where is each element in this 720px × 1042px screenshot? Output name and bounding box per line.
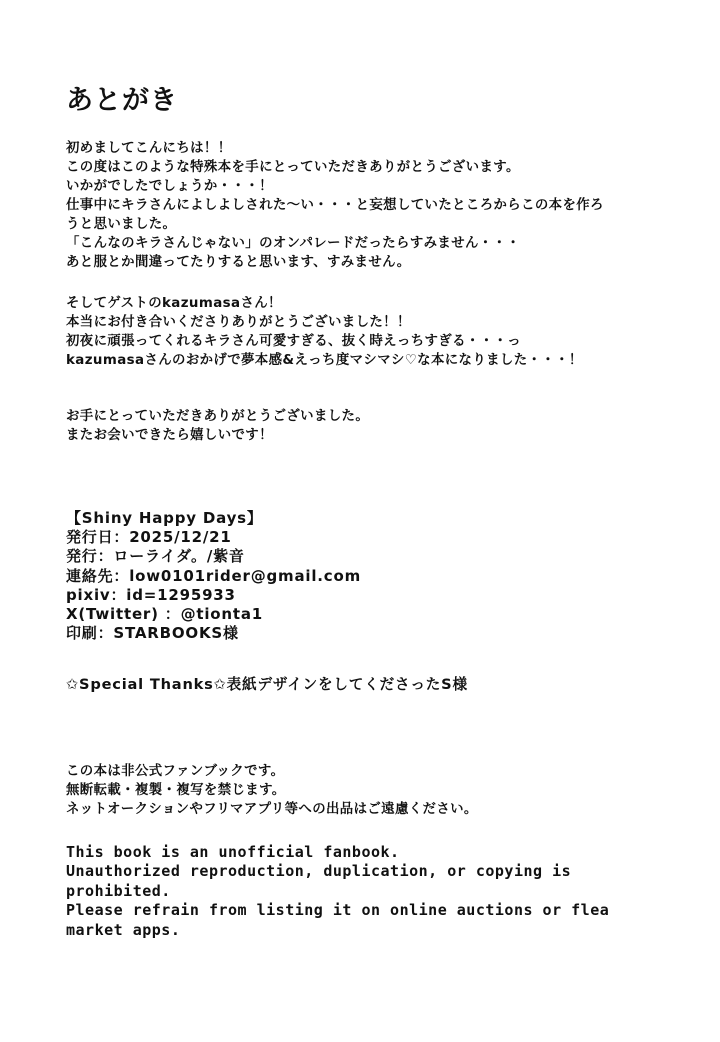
colophon-twitter: X(Twitter) ：@tionta1 (66, 605, 264, 624)
notice-japanese (66, 762, 478, 819)
special-thanks-line: ✩Special Thanks✩表紙デザインをしてくださったS様 (66, 676, 468, 693)
intro-line: この度はこのような特殊本を手にとっていただきありがとうございます。 (66, 160, 520, 175)
colophon-publisher: 発行：ローライダ。/紫音 (66, 547, 245, 566)
intro-line: いかがでしたでしょうか・・・！ (66, 179, 273, 194)
notice-en-line: prohibited. (66, 881, 171, 900)
intro-line: 「こんなのキラさんじゃない」のオンパレードだったらすみません・・・ (66, 236, 521, 251)
guest-line: 初夜に頑張ってくれるキラさん可愛すぎる、抜く時えっちすぎる・・・っ (66, 334, 522, 349)
closing-line: お手にとっていただきありがとうございました。 (66, 409, 370, 424)
closing-line: またお会いできたら嬉しいです！ (66, 428, 273, 443)
guest-paragraph (66, 294, 583, 370)
colophon-contact: 連絡先：low0101rider@gmail.com (66, 566, 361, 585)
colophon-publish-date: 発行日：2025/12/21 (66, 528, 232, 547)
notice-en-line: market apps. (66, 920, 181, 939)
notice-en-line: Unauthorized reproduction, duplication, or copying is (66, 862, 572, 881)
intro-line: うと思いました。 (66, 217, 177, 232)
guest-line: そしてゲストのkazumasaさん！ (66, 296, 282, 311)
guest-line: 本当にお付き合いくださりありがとうございました！！ (66, 315, 411, 330)
special-thanks (66, 675, 468, 694)
notice-jp-line: ネットオークションやフリマアプリ等への出品はご遠慮ください。 (66, 802, 478, 817)
guest-line: kazumasaさんのおかげで夢本感&えっち度マシマシ♡な本になりました・・・！ (66, 353, 583, 368)
notice-en-line: This book is an unofficial fanbook. (66, 843, 400, 861)
notice-jp-line: この本は非公式ファンブックです。 (66, 764, 285, 779)
intro-line: あと服とか間違ってたりすると思います、すみません。 (66, 255, 411, 270)
colophon-printer: 印刷：STARBOOKS様 (66, 624, 239, 643)
notice-jp-line: 無断転載・複製・複写を禁じます。 (66, 783, 286, 798)
page-title: あとがき (66, 85, 178, 116)
intro-line: 初めましてこんにちは！！ (66, 141, 232, 156)
intro-paragraph (66, 139, 604, 272)
intro-line: 仕事中にキラさんによしよしされた〜い・・・と妄想していたところからこの本を作ろ (66, 198, 604, 213)
colophon-book-title: 【Shiny Happy Days】 (66, 509, 263, 527)
colophon (66, 509, 361, 643)
colophon-pixiv: pixiv：id=1295933 (66, 585, 236, 604)
notice-english (66, 843, 609, 940)
closing-paragraph (66, 407, 369, 445)
notice-en-line: Please refrain from listing it on online auctions or flea (66, 901, 610, 920)
